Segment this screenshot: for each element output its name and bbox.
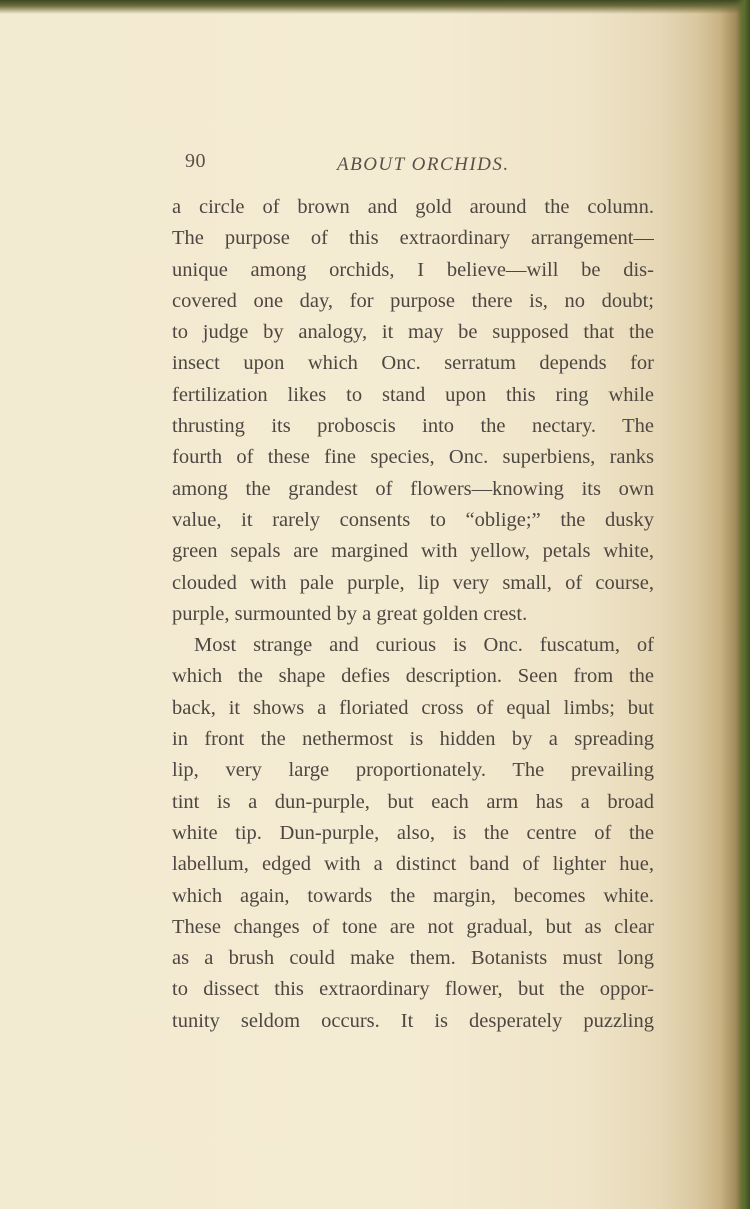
paragraph-start-line: Most strange and curious is Onc. fuscatum, of [194,634,654,657]
text-line: value, it rarely consents to “oblige;” the dusky [172,508,654,531]
text-line: which again, towards the margin, becomes white. [172,884,654,907]
text-line: tunity seldom occurs. It is desperately puzzling [172,1009,654,1032]
text-line: labellum, edged with a distinct band of lighter hue, [172,853,654,876]
paragraph-end-line: purple, surmounted by a great golden crest. [172,602,528,625]
text-line: These changes of tone are not gradual, but as clear [172,915,654,938]
text-line: covered one day, for purpose there is, no doubt; [172,289,654,312]
text-line: in front the nethermost is hidden by a spreading [172,728,654,751]
page-gutter-edge [736,0,750,1209]
text-line: lip, very large proportionately. The prevailing [172,759,654,782]
text-line: fertilization likes to stand upon this ring while [172,383,654,406]
text-line: green sepals are margined with yellow, petals white, [172,540,654,563]
text-line: white tip. Dun-purple, also, is the centre of the [172,821,654,844]
text-line: clouded with pale purple, lip very small, of course, [172,571,654,594]
text-line: back, it shows a floriated cross of equal limbs; but [172,696,654,719]
text-line: to dissect this extraordinary flower, but the oppor- [172,978,654,1001]
text-line: which the shape defies description. Seen from the [172,665,654,688]
body-text [172,192,654,1037]
text-line: as a brush could make them. Botanists must long [172,947,654,970]
page-top-shadow [0,0,750,14]
running-title: ABOUT ORCHIDS. [337,154,510,175]
text-line: The purpose of this extraordinary arrangement— [172,227,654,250]
text-line: to judge by analogy, it may be supposed that the [172,321,654,344]
text-line: tint is a dun-purple, but each arm has a broad [172,790,654,813]
page-number: 90 [185,150,206,172]
text-line: among the grandest of flowers—knowing its own [172,477,654,500]
text-line: thrusting its proboscis into the nectary. The [172,415,654,438]
text-line: a circle of brown and gold around the column. [172,196,654,218]
running-head [185,150,655,180]
text-line: unique among orchids, I believe—will be dis- [172,258,654,281]
text-line: fourth of these fine species, Onc. superbiens, ranks [172,446,654,469]
text-line: insect upon which Onc. serratum depends for [172,352,654,375]
